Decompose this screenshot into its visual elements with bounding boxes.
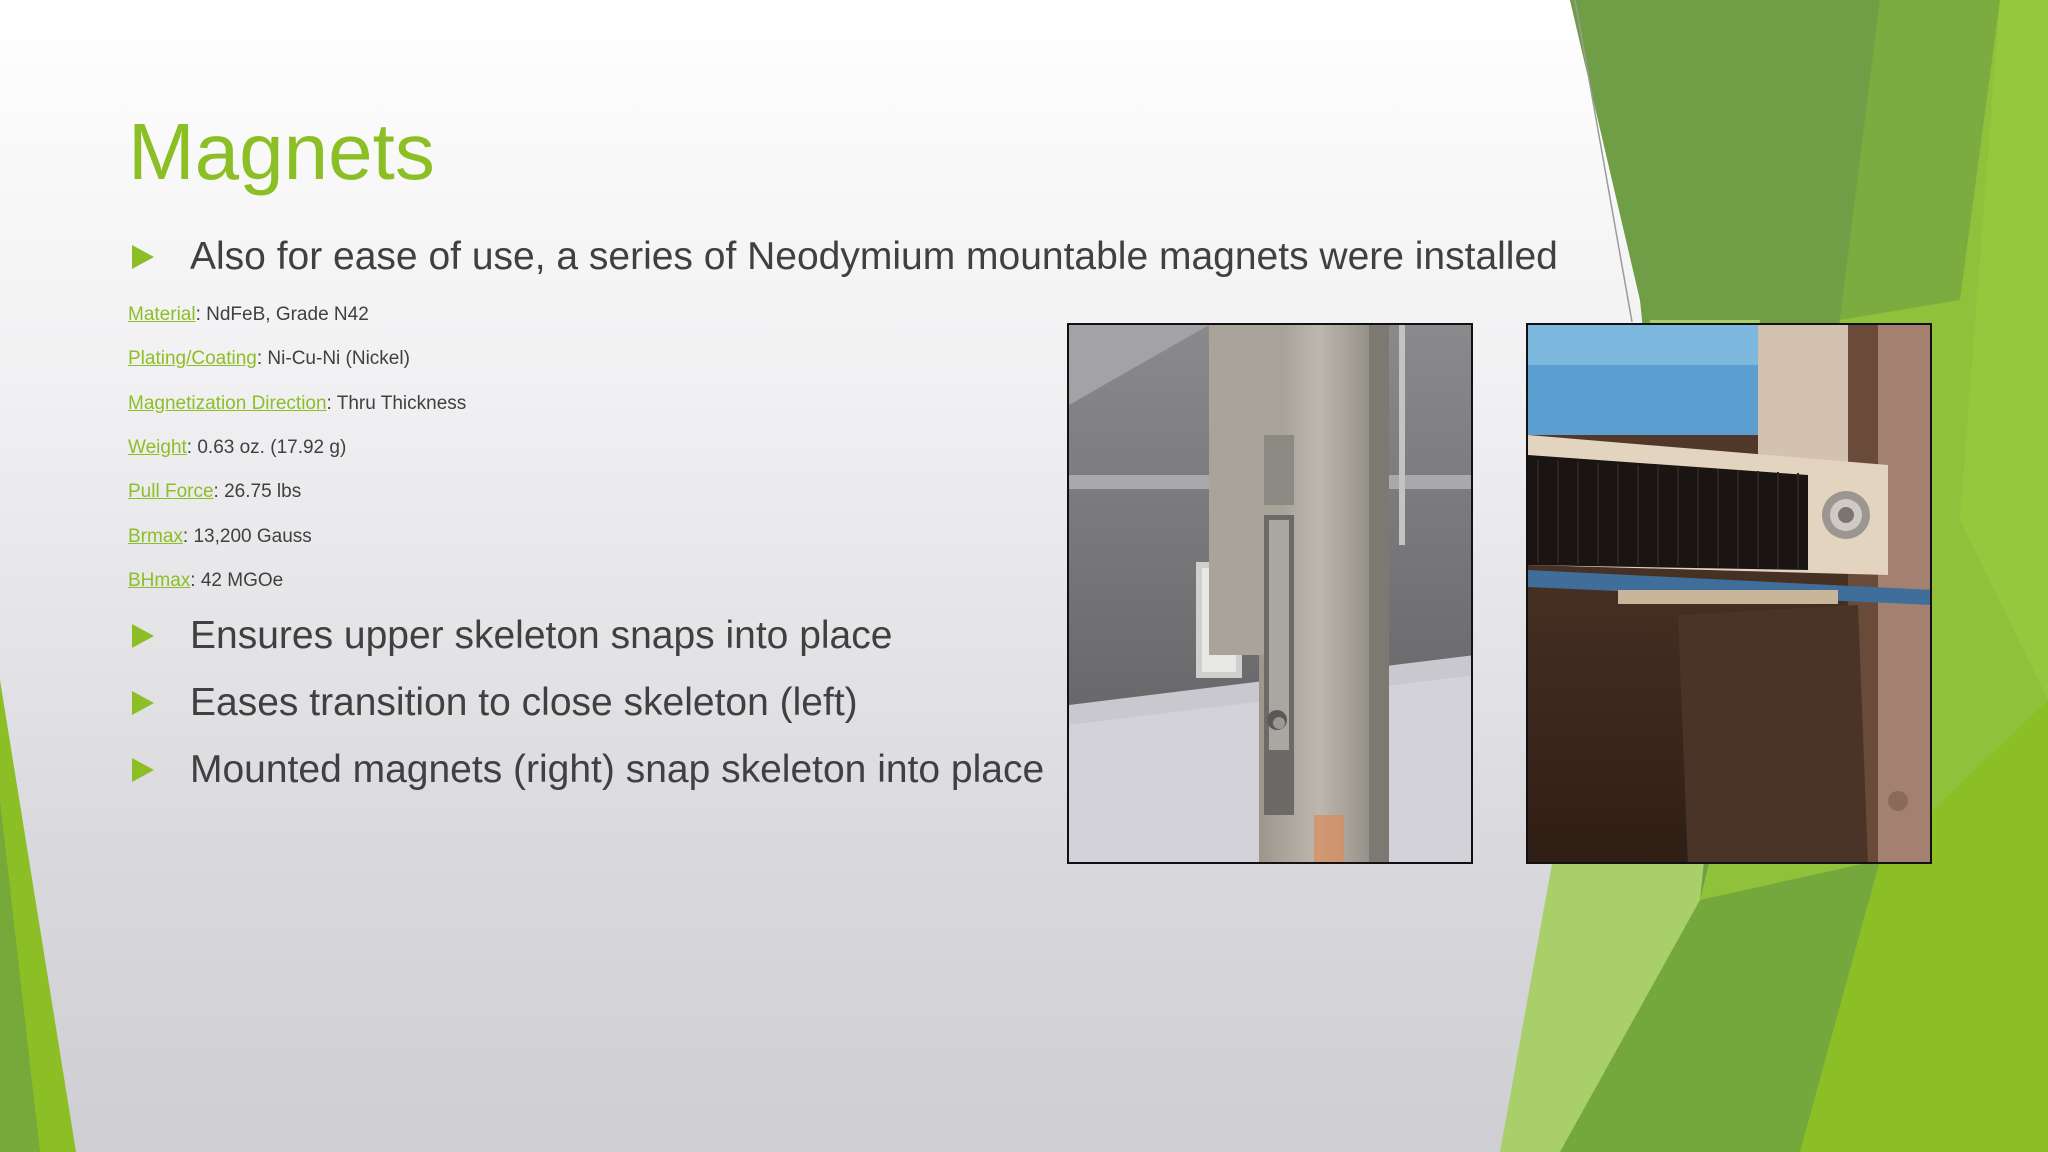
spec-value: : 42 MGOe [190, 570, 284, 591]
spec-brmax [128, 526, 312, 548]
spec-link-weight[interactable]: Weight [128, 437, 187, 458]
spec-pull-force [128, 481, 301, 503]
bullet-item [128, 749, 1044, 792]
photo-skeleton-latch [1067, 323, 1473, 864]
spec-value: : Thru Thickness [326, 393, 467, 414]
spec-value: : 13,200 Gauss [182, 526, 312, 547]
spec-value: : 0.63 oz. (17.92 g) [186, 437, 347, 458]
triangle-right-icon [132, 691, 154, 715]
spec-link-pull-force[interactable]: Pull Force [128, 481, 214, 502]
bullet-text: Ensures upper skeleton snaps into place [190, 614, 893, 657]
bullet-item [128, 615, 892, 658]
triangle-right-icon [132, 245, 154, 269]
spec-material [128, 304, 369, 326]
triangle-right-icon [132, 624, 154, 648]
spec-link-magnetization[interactable]: Magnetization Direction [128, 393, 327, 414]
bullet-text: Also for ease of use, a series of Neodymium mountable magnets were installed [190, 235, 1558, 278]
spec-bhmax [128, 570, 283, 592]
spec-magnetization [128, 393, 466, 415]
spec-plating [128, 348, 410, 370]
spec-link-bhmax[interactable]: BHmax [128, 570, 191, 591]
spec-value: : Ni-Cu-Ni (Nickel) [256, 348, 410, 369]
bullet-text: Mounted magnets (right) snap skeleton into place [190, 748, 1045, 791]
spec-link-plating[interactable]: Plating/Coating [128, 348, 257, 369]
spec-link-material[interactable]: Material [128, 304, 196, 325]
bullet-text: Eases transition to close skeleton (left) [190, 681, 858, 724]
spec-value: : 26.75 lbs [213, 481, 302, 502]
bullet-intro [128, 236, 1558, 279]
spec-value: : NdFeB, Grade N42 [195, 304, 369, 325]
photo-mounted-magnets [1526, 323, 1932, 864]
triangle-right-icon [132, 758, 154, 782]
bullet-item [128, 682, 858, 725]
spec-link-brmax[interactable]: Brmax [128, 526, 183, 547]
slide-title: Magnets [128, 107, 435, 196]
spec-weight [128, 437, 346, 459]
